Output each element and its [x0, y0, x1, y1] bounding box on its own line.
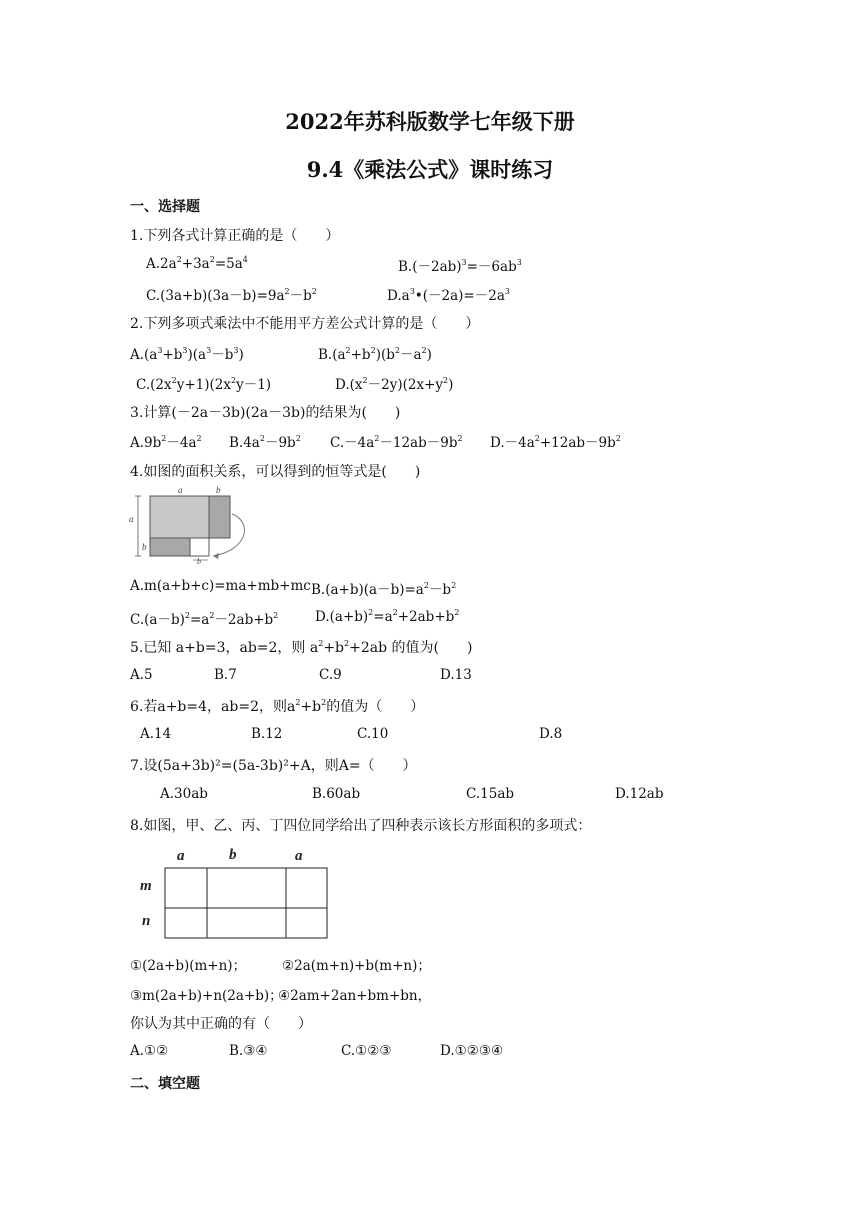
question-8-rectangle-figure — [132, 842, 336, 942]
table-row-label-m: m — [140, 878, 152, 894]
question-5-stem: 5.已知 a+b=3，ab=2，则 $a^2+b^2+2ab$ 的值为( ) — [130, 639, 473, 656]
question-1-option-c: $C.(3a+b)(3a-b)=9a^2-b^2$ — [146, 287, 317, 304]
question-5-option-d: D.13 — [440, 667, 472, 683]
section-heading-fill: 二、填空题 — [130, 1076, 200, 1092]
section-heading-choice: 一、选择题 — [130, 199, 200, 215]
question-2-option-d: $D.(x^2-2y)(2x+y^2)$ — [335, 376, 454, 393]
question-7-option-b: B.60ab — [312, 786, 361, 802]
question-2-stem: 2.下列多项式乘法中不能用平方差公式计算的是（ ） — [130, 316, 480, 332]
question-6-option-d: D.8 — [539, 726, 563, 742]
question-8-ask: 你认为其中正确的有（ ） — [130, 1016, 312, 1032]
question-3-option-b: $B.4a^2-9b^2$ — [229, 434, 301, 451]
question-3-option-a: $A.9b^2-4a^2$ — [130, 434, 202, 451]
question-5-option-c: C.9 — [319, 667, 342, 683]
question-2-option-b: $B.(a^2+b^2)(b^2-a^2)$ — [318, 346, 432, 363]
figure-label-a-top: a — [178, 485, 183, 495]
question-3-stem: 3.计算(－2a－3b)(2a－3b)的结果为( ) — [130, 405, 401, 421]
question-3-option-c: $C.-4a^2-12ab-9b^2$ — [330, 434, 463, 451]
document-subtitle: 9.4《乘法公式》课时练习 — [306, 157, 554, 182]
question-8-item-3: ③m(2a+b)+n(2a+b)； — [130, 988, 283, 1004]
question-4-option-d: $D.(a+b)^2=a^2+2ab+b^2$ — [315, 608, 460, 625]
table-col-label-a2: a — [295, 848, 303, 864]
question-7-option-a: A.30ab — [160, 786, 208, 802]
question-8-item-2: ②2a(m+n)+b(m+n)； — [282, 958, 431, 974]
question-8-item-4: ④2am+2an+bm+bn， — [278, 988, 432, 1004]
question-6-option-c: C.10 — [357, 726, 389, 742]
question-8-option-d: D.①②③④ — [440, 1043, 504, 1059]
question-8-option-b: B.③④ — [229, 1043, 268, 1059]
question-8-option-c: C.①②③ — [341, 1043, 392, 1059]
question-7-stem: 7.设(5a+3b)²=(5a-3b)²+A，则A=（ ） — [130, 758, 417, 774]
figure-label-b-bottom: b — [197, 557, 201, 564]
question-6-option-b: B.12 — [251, 726, 283, 742]
question-8-item-1: ①(2a+b)(m+n)； — [130, 958, 247, 974]
question-4-option-c: $C.(a-b)^2=a^2-2ab+b^2$ — [130, 611, 279, 628]
question-1-stem: 1.下列各式计算正确的是（ ） — [130, 228, 340, 244]
table-row-label-n: n — [142, 913, 151, 929]
question-4-figure — [128, 484, 256, 564]
document-title: 2022年苏科版数学七年级下册 — [285, 109, 575, 134]
question-4-option-a: A.m(a+b+c)=ma+mb+mc — [130, 578, 311, 594]
question-3-option-d: $D.-4a^2+12ab-9b^2$ — [490, 434, 621, 451]
question-5-option-a: A.5 — [130, 667, 153, 683]
figure-label-b-top: b — [216, 485, 221, 495]
question-6-stem: 6.若a+b=4，ab=2，则$a^2+b^2$的值为（ ） — [130, 698, 425, 715]
table-col-label-a1: a — [177, 848, 185, 864]
question-6-option-a: A.14 — [140, 726, 172, 742]
question-1-option-a: $A.2a^2+3a^2=5a^4$ — [146, 255, 248, 272]
question-8-option-a: A.①② — [130, 1043, 169, 1059]
question-2-option-a: $A.(a^3+b^3)(a^3-b^3)$ — [130, 346, 244, 363]
figure-label-a-left: a — [129, 514, 134, 524]
question-4-option-b: $B.(a+b)(a-b)=a^2-b^2$ — [311, 581, 457, 598]
question-1-option-b: $B.(-2ab)^3=-6ab^3$ — [398, 258, 522, 275]
question-7-option-c: C.15ab — [466, 786, 515, 802]
question-8-stem: 8.如图，甲、乙、丙、丁四位同学给出了四种表示该长方形面积的多项式： — [130, 818, 592, 834]
table-col-label-b: b — [229, 847, 237, 863]
question-5-option-b: B.7 — [214, 667, 237, 683]
figure-label-b-left: b — [142, 542, 147, 552]
question-4-stem: 4.如图的面积关系，可以得到的恒等式是( ) — [130, 464, 421, 480]
question-1-option-d: $D.a^3•(-2a)=-2a^3$ — [387, 287, 510, 304]
question-7-option-d: D.12ab — [615, 786, 664, 802]
question-2-option-c: $C.(2x^2y+1)(2x^2y-1)$ — [136, 376, 272, 393]
